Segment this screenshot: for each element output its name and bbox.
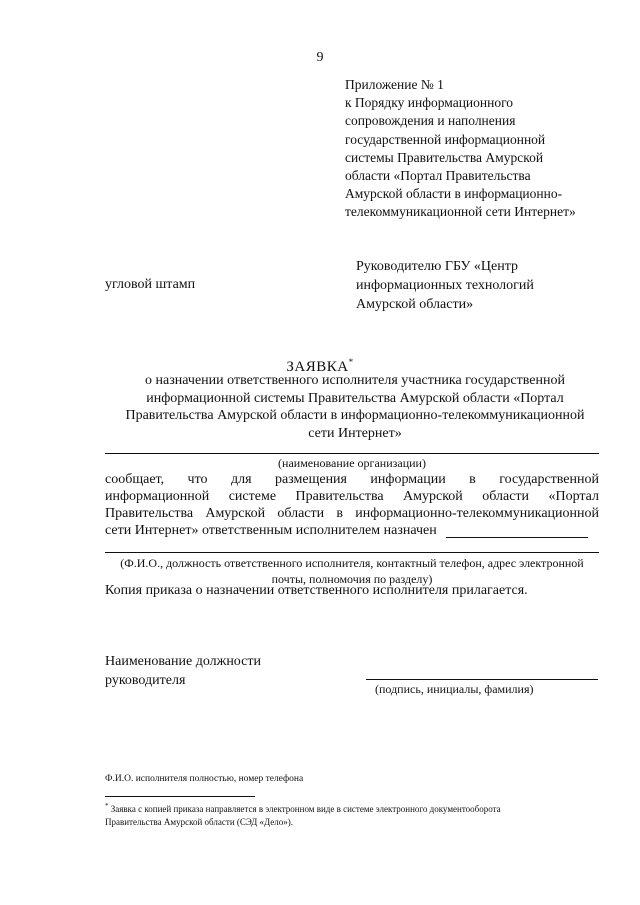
footnote-line — [105, 800, 605, 816]
position-line: Наименование должности — [105, 654, 261, 669]
appendix-line: области «Портал Правительства — [345, 168, 531, 184]
head-position-label — [105, 652, 261, 690]
subtitle-line: информационной системы Правительства Амурской области «Портал — [146, 390, 564, 406]
footnote-line: Правительства Амурской области (СЭД «Дело»). — [105, 817, 293, 827]
title-text: ЗАЯВКА — [286, 359, 349, 375]
organization-name-line — [105, 453, 599, 454]
appendix-line: государственной информационной — [345, 131, 546, 147]
appendix-line: сопровождения и наполнения — [345, 113, 516, 129]
appendix-line: к Порядку информационного — [345, 95, 514, 111]
footnote-separator — [105, 796, 255, 797]
page-number: 9 — [316, 50, 324, 65]
body-line: информационной системе Правительства Амурской области «Портал — [105, 489, 599, 504]
appendix-line: Амурской области в информационно- — [345, 186, 563, 202]
body-line: сети Интернет» ответственным исполнителем назначен — [105, 523, 437, 538]
footnote-text: Заявка с копией приказа направляется в электронном виде в системе электронного документооборота — [110, 804, 501, 814]
executor-caption-line: (Ф.И.О., должность ответственного исполнителя, контактный телефон, адрес электронной — [120, 556, 584, 570]
subtitle-line: о назначении ответственного исполнителя участника государственной — [145, 373, 565, 388]
executor-line — [105, 552, 599, 553]
document-subtitle — [105, 372, 605, 442]
appendix-line: Приложение № 1 — [345, 77, 444, 92]
recipient-line: информационных технологий — [356, 278, 534, 293]
recipient-line: Руководителю ГБУ «Центр — [356, 259, 519, 274]
body-line: сообщает, что для размещения информации в государственной — [105, 472, 599, 487]
subtitle-line: сети Интернет» — [308, 425, 402, 441]
executor-caption-line: почты, полномочия по разделу) — [271, 572, 433, 586]
organization-caption: (наименование организации) — [278, 456, 426, 470]
appendix-block — [345, 76, 615, 222]
body-line: Правительства Амурской области в информационно-телекоммуникационной — [105, 506, 599, 521]
appendix-line: телекоммуникационной сети Интернет» — [345, 204, 576, 220]
corner-stamp-label: угловой штамп — [105, 277, 196, 292]
signature-line — [366, 679, 598, 680]
position-line: руководителя — [105, 673, 186, 688]
signature-caption: (подпись, инициалы, фамилия) — [375, 682, 534, 696]
recipient-block — [356, 257, 606, 314]
body-paragraph — [105, 471, 599, 539]
title-footnote-mark: * — [348, 357, 354, 367]
appendix-line: системы Правительства Амурской — [345, 149, 544, 165]
recipient-line: Амурской области» — [356, 297, 474, 312]
subtitle-line: Правительства Амурской области в информационно-телекоммуникационной — [125, 408, 585, 423]
footnote — [105, 800, 605, 829]
executor-fio-phone: Ф.И.О. исполнителя полностью, номер телефона — [105, 774, 304, 784]
copy-attached-text: Копия приказа о назначении ответственного исполнителя прилагается. — [105, 583, 528, 598]
executor-inline-line — [446, 537, 588, 538]
footnote-mark: * — [105, 802, 109, 810]
